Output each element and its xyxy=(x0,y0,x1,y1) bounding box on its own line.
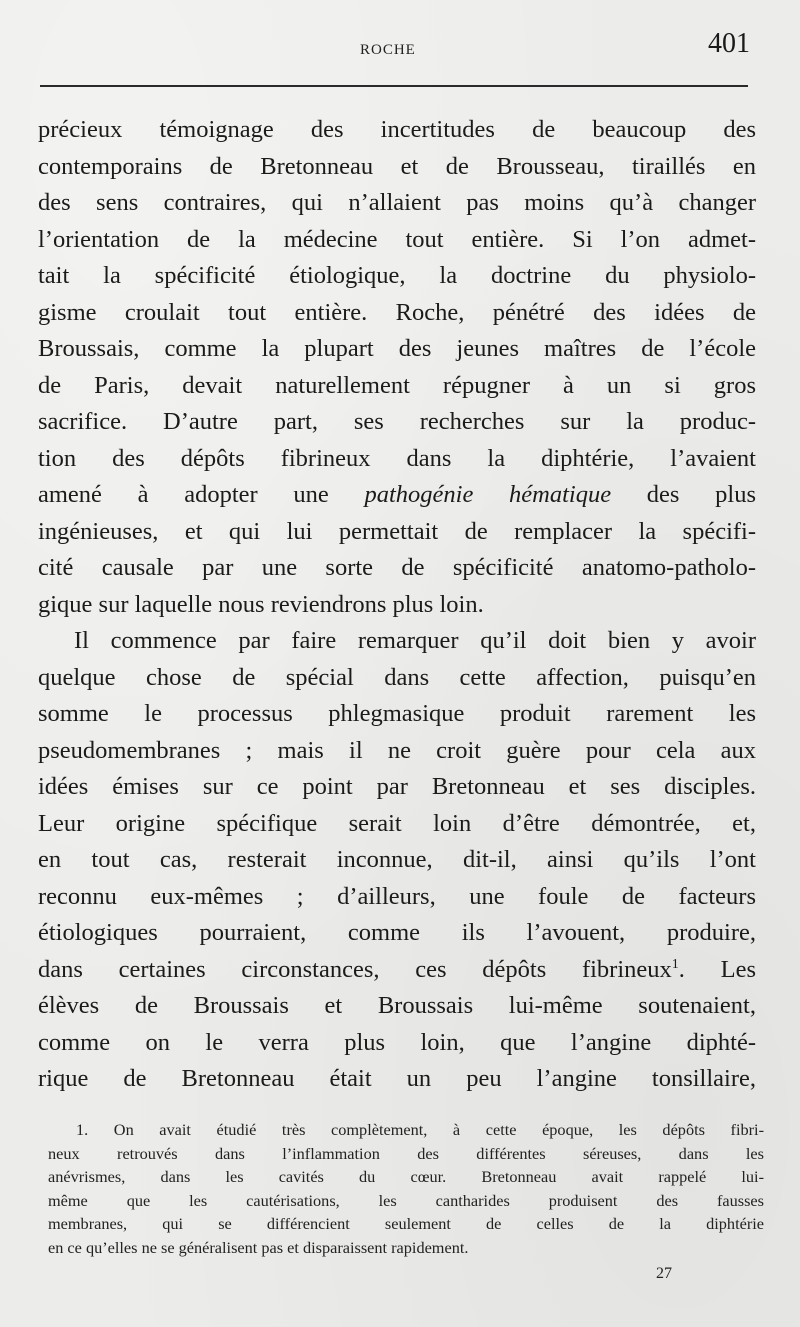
text-line: comme on le verra plus loin, que l’angine diphté- xyxy=(38,1028,756,1056)
text-line: l’orientation de la médecine tout entière. Si l’on admet- xyxy=(38,225,756,253)
paragraph-end-line: gique sur laquelle nous reviendrons plus loin. xyxy=(38,590,484,618)
text-segment: dans certaines circonstances, ces dépôts fibrineux xyxy=(38,955,672,983)
text-line: gisme croulait tout entière. Roche, pénétré des idées de xyxy=(38,298,756,326)
page-number: 401 xyxy=(708,28,750,59)
text-line: idées émises sur ce point par Bretonneau et ses disciples. xyxy=(38,773,756,800)
text-line: ingénieuses, et qui lui permettait de remplacer la spécifi- xyxy=(38,517,756,545)
text-line: reconnu eux-mêmes ; d’ailleurs, une foule de facteurs xyxy=(38,882,756,910)
text-line: sacrifice. D’autre part, ses recherches sur la produc- xyxy=(38,408,756,435)
footnote-line: neux retrouvés dans l’inflammation des différentes séreuses, dans les xyxy=(48,1143,764,1163)
footnote-reference: 1 xyxy=(671,956,679,972)
footnote-line: anévrismes, dans les cavités du cœur. Bretonneau avait rappelé lui- xyxy=(48,1167,764,1186)
text-segment: . Les xyxy=(678,955,756,983)
text-line: cité causale par une sorte de spécificité anatomo-patholo- xyxy=(38,554,756,581)
printer-signature: 27 xyxy=(656,1265,672,1282)
text-line: tait la spécificité étiologique, la doctrine du physiolo- xyxy=(38,262,756,289)
text-segment: amené à adopter une xyxy=(38,481,329,508)
running-title: ROCHE xyxy=(360,42,416,58)
text-line: pseudomembranes ; mais il ne croit guère pour cela aux xyxy=(38,736,756,764)
text-line: Leur origine spécifique serait loin d’être démontrée, et, xyxy=(38,809,756,837)
text-line: des sens contraires, qui n’allaient pas moins qu’à changer xyxy=(38,189,756,216)
text-line: rique de Bretonneau était un peu l’angine tonsillaire, xyxy=(38,1065,756,1092)
text-line-with-footnote-ref xyxy=(38,952,756,989)
footnote-line: en ce qu’elles ne se généralisent pas et disparaissent rapidement. xyxy=(48,1237,469,1257)
paragraph-start-line: Il commence par faire remarquer qu’il doit bien y avoir xyxy=(74,627,756,654)
text-line: tion des dépôts fibrineux dans la diphtérie, l’avaient xyxy=(38,444,756,472)
italic-term: pathogénie hématique xyxy=(364,481,612,508)
footnote xyxy=(48,1118,764,1259)
text-line-with-italic xyxy=(38,477,756,514)
text-line: contemporains de Bretonneau et de Brousseau, tiraillés en xyxy=(38,152,756,180)
main-text xyxy=(38,112,756,1098)
text-line: étiologiques pourraient, comme ils l’avouent, produire, xyxy=(38,919,756,946)
text-line: Broussais, comme la plupart des jeunes maîtres de l’école xyxy=(38,335,756,362)
header-rule xyxy=(40,85,748,87)
text-line: de Paris, devait naturellement répugner à un si gros xyxy=(38,371,756,399)
footnote-line: membranes, qui se différencient seulement de celles de la diphtérie xyxy=(48,1214,764,1233)
text-segment: des plus xyxy=(646,481,756,508)
text-line: quelque chose de spécial dans cette affection, puisqu’en xyxy=(38,663,756,691)
text-line: en tout cas, resterait inconnue, dit-il, ainsi qu’ils l’ont xyxy=(38,846,756,873)
footnote-line: même que les cautérisations, les cantharides produisent des fausses xyxy=(48,1190,764,1210)
text-line: précieux témoignage des incertitudes de beaucoup des xyxy=(38,116,756,143)
text-line: somme le processus phlegmasique produit rarement les xyxy=(38,700,756,727)
text-line: élèves de Broussais et Broussais lui-même soutenaient, xyxy=(38,992,756,1019)
footnote-line: 1. On avait étudié très complètement, à cette époque, les dépôts fibri- xyxy=(76,1120,764,1139)
